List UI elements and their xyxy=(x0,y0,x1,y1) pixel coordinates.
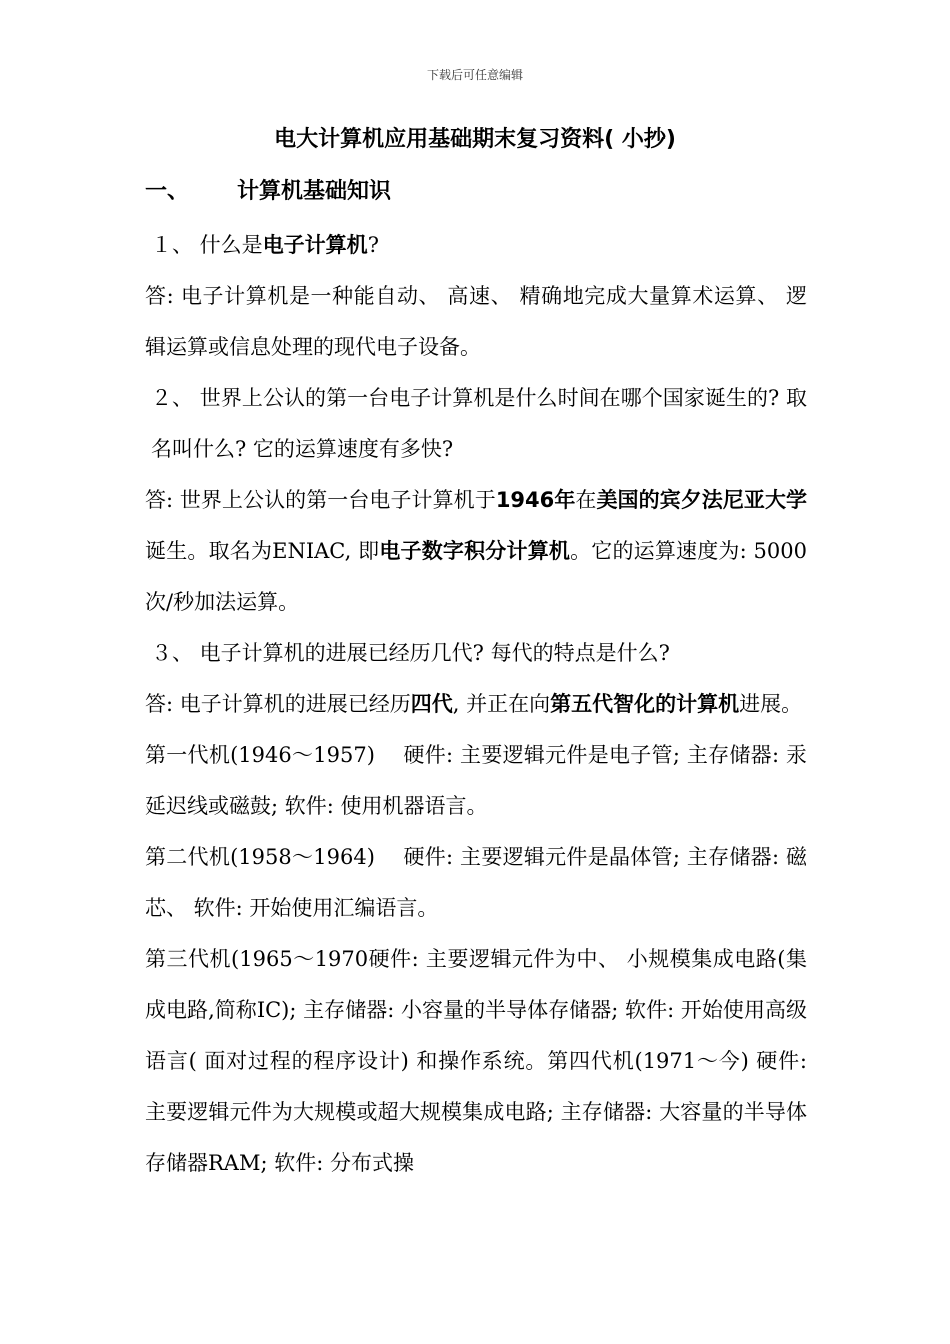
answer-3-fifth-gen: 第五代智化的计算机 xyxy=(550,692,740,716)
section-heading xyxy=(145,174,391,205)
question-3: ３、 电子计算机的进展已经历几代? 每代的特点是什么? xyxy=(151,641,670,665)
section-label: 计算机基础知识 xyxy=(237,179,392,204)
answer-2-place: 美国的宾夕法尼亚大学 xyxy=(596,488,808,512)
generation-2: 第二代机(1958～1964) 硬件: 主要逻辑元件是晶体管; 主存储器: 磁芯、 软件: 开始使用汇编语言。 xyxy=(145,845,807,920)
answer-2 xyxy=(145,475,807,628)
answer-3-generations: 四代 xyxy=(410,692,453,716)
section-number: 一、 xyxy=(145,179,190,204)
answer-3-text-3: 进展。 xyxy=(739,692,803,716)
generation-3-4: 第三代机(1965～1970硬件: 主要逻辑元件为中、 小规模集成电路(集成电路,简称IC); 主存储器: 小容量的半导体存储器; 软件: 开始使用高级语言( 面对过程的程序设计) 和操作系统。第四代机(1971～今) 硬件: 主要逻辑元件为大规模或超大规模集成电路; 主存储器: 大容量的半导体存储器RAM; 软件: 分布式操 xyxy=(145,947,807,1175)
answer-2-text-4: 。它的运算速度为: 5000次/秒加法运算。 xyxy=(145,539,807,614)
answer-3-text-2: , 并正在向 xyxy=(452,692,551,716)
answer-3-text-1: 答: 电子计算机的进展已经历 xyxy=(145,692,411,716)
answer-1: 答: 电子计算机是一种能自动、 高速、 精确地完成大量算术运算、 逻辑运算或信息处理的现代电子设备。 xyxy=(145,284,807,359)
generation-1: 第一代机(1946～1957) 硬件: 主要逻辑元件是电子管; 主存储器: 汞延迟线或磁鼓; 软件: 使用机器语言。 xyxy=(145,743,807,818)
document-title: 电大计算机应用基础期末复习资料( 小抄) xyxy=(274,127,676,152)
page-header: 下载后可任意编辑 xyxy=(426,68,523,82)
question-2: ２、 世界上公认的第一台电子计算机是什么时间在哪个国家诞生的? 取名叫什么? 它的运算速度有多快? xyxy=(151,386,807,461)
question-1 xyxy=(145,220,807,271)
question-1-end: ? xyxy=(367,233,379,257)
document-body xyxy=(145,220,807,1189)
answer-2-year: 1946年 xyxy=(495,488,576,512)
answer-2-text-1: 答: 世界上公认的第一台电子计算机于 xyxy=(145,488,496,512)
answer-3 xyxy=(145,679,807,730)
question-1-bold: 电子计算机 xyxy=(262,233,368,257)
question-1-text: １、 什么是 xyxy=(151,233,263,257)
answer-2-text-3: 诞生。取名为ENIAC, 即 xyxy=(145,539,380,563)
answer-2-name: 电子数字积分计算机 xyxy=(379,539,571,563)
answer-2-text-2: 在 xyxy=(575,488,597,512)
